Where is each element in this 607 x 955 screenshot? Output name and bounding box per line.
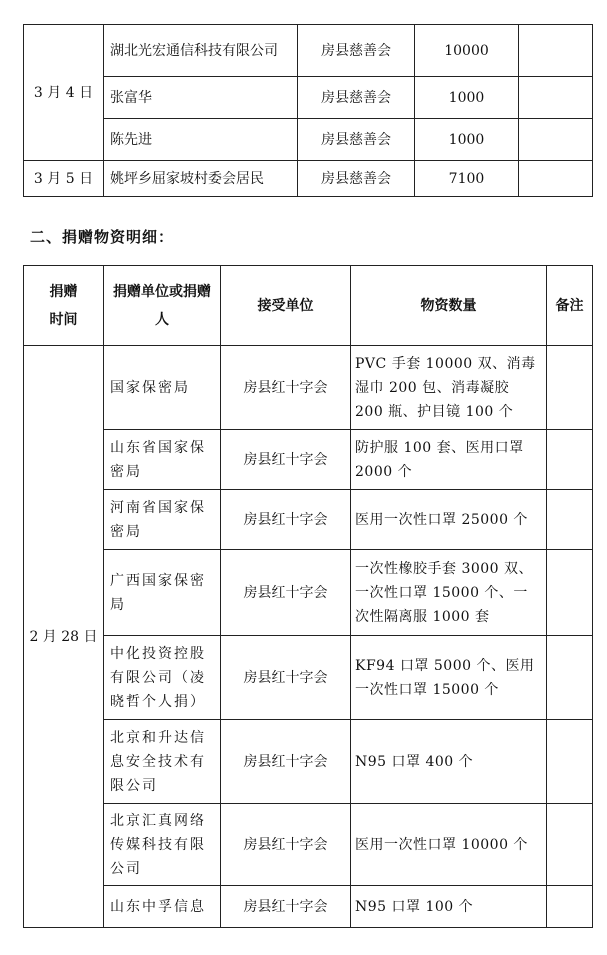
note-cell [547, 886, 593, 928]
table-row [24, 720, 593, 804]
goods-cell: KF94 口罩 5000 个、医用一次性口罩 15000 个 [351, 636, 547, 720]
donor-cell: 湖北光宏通信科技有限公司 [104, 25, 298, 77]
donor-cell: 山东省国家保密局 [104, 430, 221, 490]
donor-cell: 国家保密局 [104, 346, 221, 430]
cash-donation-table [23, 24, 593, 197]
recipient-cell: 房县慈善会 [298, 25, 415, 77]
donor-cell: 广西国家保密局 [104, 550, 221, 636]
donor-cell: 山东中孚信息 [104, 886, 221, 928]
recipient-cell: 房县红十字会 [221, 886, 351, 928]
recipient-cell: 房县红十字会 [221, 490, 351, 550]
recipient-cell: 房县红十字会 [221, 430, 351, 490]
recipient-cell: 房县红十字会 [221, 550, 351, 636]
header-goods: 物资数量 [351, 266, 547, 346]
recipient-cell: 房县红十字会 [221, 804, 351, 886]
donor-cell: 中化投资控股有限公司（凌晓哲个人捐） [104, 636, 221, 720]
date-cell: 3 月 5 日 [24, 161, 104, 197]
amount-cell: 7100 [415, 161, 519, 197]
note-cell [547, 804, 593, 886]
section-heading: 二、捐赠物资明细： [30, 228, 175, 246]
donor-cell: 北京和升达信息安全技术有限公司 [104, 720, 221, 804]
note-cell [547, 346, 593, 430]
goods-cell: 医用一次性口罩 25000 个 [351, 490, 547, 550]
note-cell [519, 119, 593, 161]
date-cell: 2 月 28 日 [24, 346, 104, 928]
table-row [24, 636, 593, 720]
table-row [24, 550, 593, 636]
goods-cell: 医用一次性口罩 10000 个 [351, 804, 547, 886]
recipient-cell: 房县慈善会 [298, 161, 415, 197]
recipient-cell: 房县红十字会 [221, 636, 351, 720]
note-cell [519, 161, 593, 197]
amount-cell: 1000 [415, 77, 519, 119]
note-cell [519, 25, 593, 77]
amount-cell: 1000 [415, 119, 519, 161]
donor-cell: 陈先进 [104, 119, 298, 161]
donor-cell: 河南省国家保密局 [104, 490, 221, 550]
header-time: 捐赠 时间 [24, 266, 104, 346]
goods-cell: N95 口罩 400 个 [351, 720, 547, 804]
amount-cell: 10000 [415, 25, 519, 77]
header-recipient: 接受单位 [221, 266, 351, 346]
header-row [24, 266, 593, 346]
header-note: 备注 [547, 266, 593, 346]
table-row [24, 886, 593, 928]
goods-cell: 一次性橡胶手套 3000 双、一次性口罩 15000 个、一次性隔离服 1000 套 [351, 550, 547, 636]
note-cell [519, 77, 593, 119]
recipient-cell: 房县红十字会 [221, 346, 351, 430]
recipient-cell: 房县慈善会 [298, 119, 415, 161]
donor-cell: 北京汇真网络传媒科技有限公司 [104, 804, 221, 886]
table-row [24, 119, 593, 161]
table-row [24, 77, 593, 119]
goods-donation-table [23, 265, 593, 928]
date-cell: 3 月 4 日 [24, 25, 104, 161]
goods-cell: N95 口罩 100 个 [351, 886, 547, 928]
note-cell [547, 550, 593, 636]
note-cell [547, 490, 593, 550]
donor-cell: 姚坪乡屈家坡村委会居民 [104, 161, 298, 197]
table-row [24, 25, 593, 77]
note-cell [547, 720, 593, 804]
table-row [24, 346, 593, 430]
table-row [24, 490, 593, 550]
goods-cell: 防护服 100 套、医用口罩 2000 个 [351, 430, 547, 490]
recipient-cell: 房县慈善会 [298, 77, 415, 119]
table-row [24, 804, 593, 886]
note-cell [547, 430, 593, 490]
recipient-cell: 房县红十字会 [221, 720, 351, 804]
goods-cell: PVC 手套 10000 双、消毒湿巾 200 包、消毒凝胶 200 瓶、护目镜 100 个 [351, 346, 547, 430]
donor-cell: 张富华 [104, 77, 298, 119]
table-row [24, 430, 593, 490]
header-donor: 捐赠单位或捐赠人 [104, 266, 221, 346]
table-row [24, 161, 593, 197]
note-cell [547, 636, 593, 720]
